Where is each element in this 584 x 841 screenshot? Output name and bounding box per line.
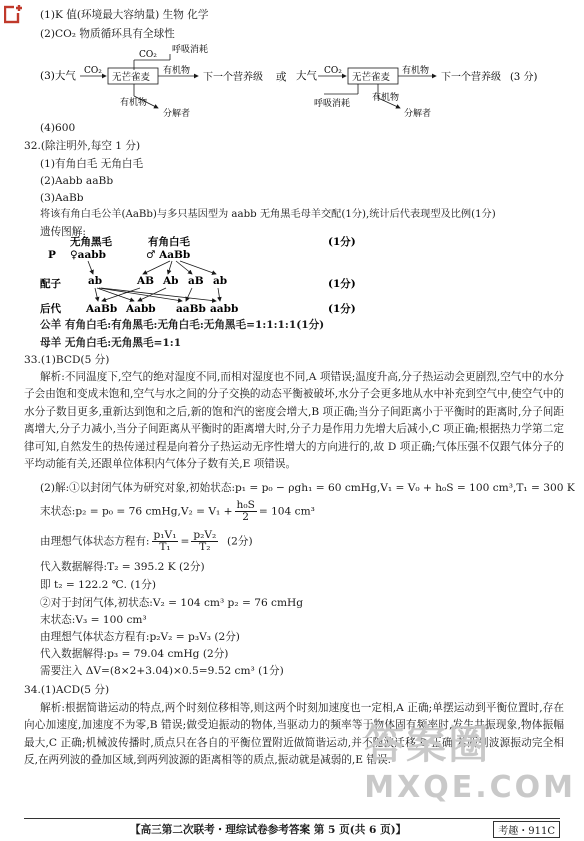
d1-organic2: 有机物 [120, 98, 148, 108]
arrow-ab-o4 [101, 288, 216, 301]
g-o3: aaBb [176, 303, 206, 315]
fraction-p2v2-t2 [191, 530, 218, 553]
q31-line2: (2)CO₂ 物质循环具有全球性 [40, 28, 175, 40]
d2-resp: 呼吸消耗 [314, 99, 351, 109]
q32-line4: 将该有角白毛公羊(AaBb)与多只基因型为 aabb 无角黑毛母羊交配(1分),统计后代表现型及比例(1分) [40, 209, 496, 220]
g-offspring: 后代 [40, 303, 61, 315]
g-mother-geno: ♀aabb [70, 249, 106, 261]
arrow-father-Ab [168, 261, 172, 274]
q32-line5: 遗传图解: [40, 226, 86, 238]
d2-co2: CO₂ [324, 66, 342, 76]
q33-head: 33.(1)BCD(5 分) [24, 354, 110, 366]
footer-rule [24, 818, 560, 819]
q33-p2-line5: 即 t₂ = 122.2 ℃. (1分) [40, 579, 156, 591]
q31-line4: (4)600 [40, 122, 76, 134]
q32-line1: (1)有角白毛 无角白毛 [40, 158, 144, 170]
d2-air: 大气 [296, 70, 317, 82]
g-aB: aB [188, 275, 204, 287]
arrow-ab-o1 [95, 288, 98, 301]
q33-p2-line9: 代入数据解得:p₃ = 79.04 cmHg (2分) [40, 648, 229, 660]
d1-air-label: (3)大气 [40, 70, 76, 82]
g-gamete: 配子 [40, 278, 61, 290]
frac-den: T₁ [159, 541, 171, 553]
q32-head: 32.(除注明外,每空 1 分) [24, 140, 141, 152]
q32-line2: (2)Aabb aaBb [40, 175, 114, 187]
watermark [364, 713, 576, 805]
g-AB: AB [137, 275, 155, 287]
d1-organic: 有机物 [163, 66, 191, 76]
d2-decomposer: 分解者 [404, 109, 432, 119]
carbon-cycle-diagram [0, 40, 584, 122]
q33-p2-line7: 末状态:V₃ = 100 cm³ [40, 614, 147, 626]
g-father-pheno: 有角白毛 [148, 236, 190, 248]
q34-analysis: 解析:根据简谐运动的特点,两个时刻位移相等,则这两个时刻加速度也一定相,A 正确;单摆运动到平衡位置时,存在向心加速度,加速度不为零,B 错误;做受迫振动的物体,当驱动力的频率等于物体固有频率时,发生共振现象,物体振幅最大,C 正确;机械波传播时,质点只在各自的平衡位置附近做简谐运动,并不随波迁移,D 正确;若两列波源振动完全相反,在两列波的叠加区域,到两列波源的距离相等的质点,振动就是减弱的,E 错误. [24, 702, 564, 767]
d2-box-label: 无芒雀麦 [352, 72, 391, 83]
g-score3: (1分) [328, 303, 356, 315]
genetic-diagram [0, 232, 584, 316]
d1-box-label: 无芒雀麦 [112, 72, 151, 83]
q32-line3: (3)AaBb [40, 192, 84, 204]
q33-p2-line3a: 由理想气体状态方程有: [40, 535, 150, 548]
arrow-father-AB [143, 261, 170, 274]
q33-p2-line2 [40, 500, 315, 523]
d2-organic2: 有机物 [372, 93, 400, 103]
q33-p2-line10: 需要注入 ΔV=(8×2+3.04)×0.5=9.52 cm³ (1分) [40, 665, 284, 677]
g-o2: Aabb [126, 303, 156, 315]
arrow-father-ab [180, 261, 216, 274]
g-p: P [48, 249, 56, 261]
logo-icon [4, 4, 24, 24]
fraction-h0s-2 [235, 500, 257, 523]
frac-num: h₀S [236, 499, 255, 511]
g-score2: (1分) [328, 278, 356, 290]
d2-organic: 有机物 [402, 66, 430, 76]
arrow-mother-ab [88, 261, 93, 274]
fraction-p1v1-t1 [152, 530, 179, 553]
d1-top-resp: 呼吸消耗 [172, 45, 209, 55]
g-Ab: Ab [163, 275, 179, 287]
q33-p2-line8: 由理想气体状态方程有:p₂V₂ = p₃V₃ (2分) [40, 631, 240, 643]
frac-num: p₂V₂ [193, 529, 217, 541]
q33-p2-line2b: = 104 cm³ [258, 505, 315, 518]
arrow-father-aB [176, 261, 192, 274]
d1-top-co2: CO₂ [139, 50, 157, 60]
q32-female-ratio: 母羊 无角白毛:无角黑毛=1:1 [40, 337, 182, 349]
g-o1: AaBb [86, 303, 118, 315]
g-ab: ab [88, 275, 103, 287]
q33-p2-line2a: 末状态:p₂ = p₀ = 76 cmHg,V₂ = V₁ + [40, 505, 233, 518]
g-mother-pheno: 无角黑毛 [70, 236, 112, 248]
frac-den: 2 [242, 511, 250, 523]
arrow-ab2-o4 [218, 288, 220, 301]
q33-p2-line6: ②对于封闭气体,初状态:V₂ = 104 cm³ p₂ = 76 cmHg [40, 597, 304, 609]
q33-analysis: 解析:不同温度下,空气的绝对湿度不同,而相对湿度也不同,A 项错误;温度升高,分子热运动会更剧烈,空气中的水分子会由饱和变成未饱和,空气与水之间的分子交换的动态平衡被破坏,水分子会更多地从水中补充到空气中,使空气中的水分子数目更多,重新达到饱和之后,新的饱和汽的密度会增大,B 项正确;当分子间距离小于平衡时的距离时,分子间距离增大,分子力减小,当分子间距离从平衡时的距离增大时,分子力是作用力先增大后减小,C 项正确;根据热力学第二定律可知,自然发生的热传递过程是向着分子热运动无序性增大的方向进行的,故 D 项正确;气体压强不仅跟气体分子的平均动能有关,还跟单位体积内气体分子数有关,E 项错误。 [24, 371, 564, 471]
score: (2分) [227, 535, 253, 548]
d-or: 或 [276, 71, 287, 83]
g-father-geno: ♂ AaBb [146, 249, 191, 261]
frac-num: p₁V₁ [153, 529, 177, 541]
d1-decomposer: 分解者 [163, 109, 191, 119]
d2-next: 下一个营养级 [441, 72, 501, 83]
q33-p2-line1: (2)解:①以封闭气体为研究对象,初始状态:p₁ = p₀ − ρgh₁ = 60 cmHg,V₁ = V₀ + h₀S = 100 cm³,T₁ = 300 K [40, 482, 575, 494]
watermark-title: 答案圈 [364, 722, 491, 768]
d1-co2: CO₂ [84, 66, 102, 76]
page-footer [0, 818, 584, 838]
equals: = [180, 535, 190, 548]
g-ab2: ab [213, 275, 228, 287]
footer-text: 【高三第二次联考・理综试卷参考答案 第 5 页(共 6 页)】 [130, 824, 407, 836]
g-score1: (1分) [328, 236, 356, 248]
q34-head: 34.(1)ACD(5 分) [24, 684, 110, 696]
d1-next: 下一个营养级 [203, 72, 263, 83]
footer-code: 考趣・911C [493, 821, 560, 838]
q33-p2-line3 [40, 530, 253, 553]
q32-male-ratio: 公羊 有角白毛:有角黑毛:无角白毛:无角黑毛=1:1:1:1(1分) [40, 319, 325, 331]
frac-den: T₂ [199, 541, 211, 553]
g-o4: aabb [210, 303, 239, 315]
q33-p2-line4: 代入数据解得:T₂ = 395.2 K (2分) [40, 561, 205, 573]
q31-line1: (1)K 值(环境最大容纳量) 生物 化学 [40, 9, 209, 21]
arrow-ab-o3 [99, 288, 182, 301]
d2-score: (3 分) [510, 72, 538, 83]
arrow-aB-o3 [186, 288, 192, 301]
watermark-url: MXQE.COM [364, 770, 576, 805]
